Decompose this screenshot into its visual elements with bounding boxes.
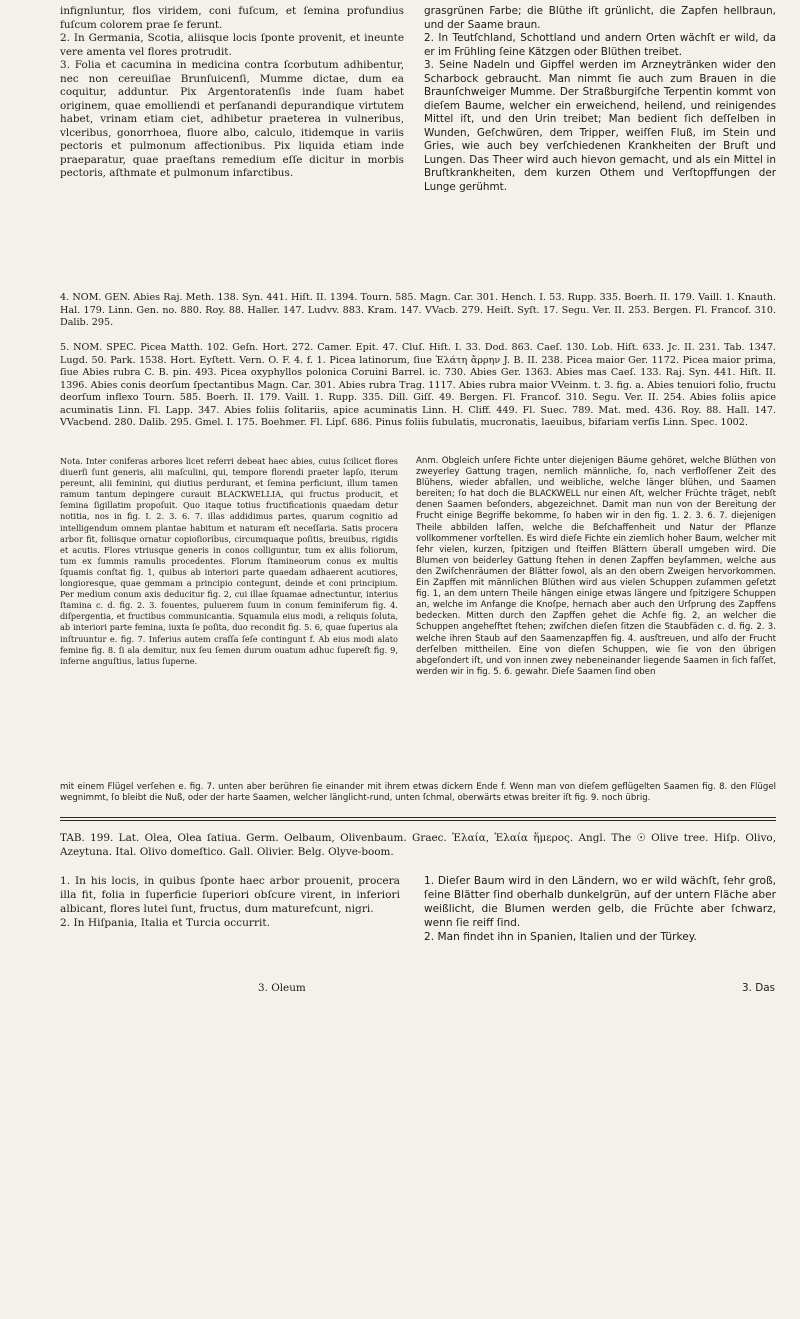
nom-gen-section bbox=[60, 292, 776, 330]
german-description-text: grasgrünen Farbe; die Blüthe iſt grünlicht, die Zapfen hellbraun, und der Saame braun. 2. In Teutſchland, Schottland und andern Orten wächſt er wild, da er im Frühling ſeine Kätzgen oder Blüthen treibet. 3. Seine Nadeln und Gipffel werden im Arzneytränken wider den Scharbock gebraucht. Man nimmt ſie auch zum Brauen in die Braunſchweiger Mumme. Der Straßburgiſche Terpentin kommt von dieſem Baume, welcher ein erweichend, heilend, und reinigendes Mittel iſt, und den Urin treibet; Man bedient ſich deſſelben in Wunden, Geſchwüren, dem Tripper, weiſſen Fluß, im Stein und Gries, wie auch bey verſchiedenen Krankheiten der Bruſt und Lungen. Das Theer wird auch hievon gemacht, und als ein Mittel in Bruſtkrankheiten, dem kurzen Othem und Verſtopffungen der Lunge gerühmt. bbox=[424, 5, 776, 193]
olive-latin-column bbox=[60, 874, 400, 934]
german-note-continuation bbox=[60, 782, 776, 804]
olive-tab-header bbox=[60, 832, 776, 859]
catchword-right: 3. Das bbox=[742, 982, 775, 994]
german-description-column bbox=[424, 5, 776, 194]
latin-note-text: Nota. Inter coniferas arbores licet referri debeat haec abies, cuius ſcilicet flores diuerſi ſunt generis, alii maſculini, qui, tempore florendi praeter lapſo, iterum pereunt, alii feminini, qui diutius perdurant, et ſemina perficiunt, illum tamen ramum tantum depingere curauit BLACKWELLIA, qui fructus producit, et ſemina ſigillatim propoſuit. Quo itaque totius fructificationis quaedam detur notitia, nos in fig. I. 2. 3. 6. 7. illas addidimus partes, quarum cognitio ad intelligendum omnem plantae habitum et naturam eſt neceſſaria. Satis procera arbor fit, foliisque ornatur copioſioribus, circumquaque poſitis, breuibus, rigidis et acutis. Flores vtriusque generis in conos colliguntur, tum ex aliis foliorum, tum ex ſummis ramulis procedentes. Florum ſtamineorum conus ex multis ſquamis conſtat fig. 1, quibus ab interiori parte quaedam adhaerent acutiores, longioresque, quae gemmam a principio contegunt, deinde et coni principium. Per medium conum axis deducitur fig. 2, cui illae ſquamae adnectuntur, interius ſtamina c. d. fig. 2. 3. fouentes, puluerem ſuum in conum feminiferum fig. 4. diſpergentia, et fructibus communicantia. Squamula eius modi, a reliquis ſoluta, ab interiori parte femina, iuxta ſe poſita, duo recondit fig. 5. 6, quae ſuperius ala inſtruuntur e. fig. 7. Inferius autem craſſa ſeſe contingunt f. Ab eius modi alato femine fig. 8. ſi ala demitur, nux ſeu ſemen durum ouatum adhuc ſupereſt fig. 9, inferne anguſtius, latius ſuperne. bbox=[60, 456, 398, 666]
latin-description-text: infignluntur, flos viridem, coni fuſcum, et ſemina profundius fuſcum colorem prae ſe ferunt. 2. In Germania, Scotia, aliisque locis ſponte provenit, et ineunte vere amenta vel flores protrudit. 3. Folia et cacumina in medicina contra ſcorbutum adhibentur, nec non cereuiſiae Brunſuicenſi, Mumme dictae, dum ea coquitur, adduntur. Pix Argentoratenſis inde ſuam habet originem, quae emolliendi et perſanandi depurandique virtutem habet, vrinam etiam ciet, adhibetur praeterea in vulneribus, vlceribus, gonorrhoea, fluore albo, calculo, itidemque in variis pectoris et pulmonum affectionibus. Pix liquida etiam inde praeparatur, quae praeſtans remedium eſſe dicitur in morbis pectoris, aſthmate et pulmonum infarctibus. bbox=[60, 5, 404, 179]
divider-rule bbox=[60, 820, 776, 821]
german-note-continuation-text: mit einem Flügel verſehen e. fig. 7. unten aber berühren ſie einander mit ihrem etwas dickern Ende f. Wenn man von dieſem geflügelten Saamen fig. 8. den Flügel wegnimmt, ſo bleibt die Nuß, oder der harte Saamen, welcher länglicht-rund, unten ſchmal, oberwärts etwas breiter iſt fig. 9. noch übrig. bbox=[60, 782, 776, 804]
olive-tab-header-text: TAB. 199. Lat. Olea, Olea ſatiua. Germ. Oelbaum, Olivenbaum. Graec. Ἐλαία, Ἐλαία ἥμερος. Angl. The ☉ Olive tree. Hiſp. Olivo, Azeytuna. Ital. Olivo domeſtico. Gall. Olivier. Belg. Olyve-boom. bbox=[60, 832, 776, 858]
german-note bbox=[416, 456, 776, 678]
divider-rule bbox=[60, 817, 776, 818]
nom-gen-text: 4. NOM. GEN. Abies Raj. Meth. 138. Syn. 441. Hiſt. II. 1394. Tourn. 585. Magn. Car. 301. Hench. I. 53. Rupp. 335. Boerh. II. 179. Vaill. 1. Knauth. Hal. 179. Linn. Gen. no. 880. Roy. 88. Haller. 147. Ludvv. 883. Kram. 147. VVacb. 279. Heiſt. Syſt. 17. Segu. Ver. II. 253. Bergen. Fl. Francof. 310. Dalib. 295. bbox=[60, 292, 776, 328]
latin-note bbox=[60, 456, 398, 667]
catchword-left: 3. Oleum bbox=[258, 982, 306, 994]
olive-german-text: 1. Dieſer Baum wird in den Ländern, wo er wild wächſt, ſehr groß, ſeine Blätter ſind oberhalb dunkelgrün, auf der untern Fläche aber weißlicht, die Blumen werden gelb, die Früchte aber ſchwarz, wenn ſie reiff ſind. 2. Man findet ihn in Spanien, Italien und der Türkey. bbox=[424, 875, 776, 943]
olive-latin-text: 1. In his locis, in quibus ſponte haec arbor prouenit, procera illa fit, folia in ſuperficie ſuperiori obſcure virent, in inferiori albicant, flores lutei ſunt, fructus, dum maturefcunt, nigri. 2. In Hiſpania, Italia et Turcia occurrit. bbox=[60, 875, 400, 929]
latin-description-column bbox=[60, 5, 404, 181]
nom-spec-section bbox=[60, 342, 776, 430]
nom-spec-text: 5. NOM. SPEC. Picea Matth. 102. Geſn. Hort. 272. Camer. Epit. 47. Cluſ. Hiſt. I. 33. Dod. 863. Caeſ. 130. Lob. Hiſt. 633. Jc. II. 231. Tab. 1347. Lugd. 50. Park. 1538. Hort. Eyſtett. Vern. O. F. 4. f. 1. Picea latinorum, ſiue Ἐλάτη ἄρρην J. B. II. 238. Picea maior Ger. 1172. Picea maior prima, ſiue Abies rubra C. B. pin. 493. Picea oxyphyllos polonica Coruini Barrel. ic. 730. Abies Ger. 1363. Abies mas Caeſ. 133. Raj. Syn. 441. Hiſt. II. 1396. Abies conis deorſum ſpectantibus Magn. Car. 301. Abies rubra Trag. 1117. Abies rubra maior VVeinm. t. 3. fig. a. Abies tenuiori folio, fructu deorſum inflexo Tourn. 585. Boerh. II. 179. Vaill. 1. Rupp. 335. Dill. Giſſ. 49. Bergen. Fl. Francof. 310. Segu. Ver. II. 254. Abies foliis apice acuminatis Linn. Fl. Lapp. 347. Abies foliis ſolitariis, apice acuminatis Linn. H. Cliff. 449. Fl. Suec. 789. Mat. med. 436. Roy. 88. Hall. 147. VVacbend. 280. Dalib. 295. Gmel. I. 175. Boehmer. Fl. Lipſ. 686. Pinus foliis ſubulatis, mucronatis, laeuibus, bifariam verſis Linn. Spec. 1002. bbox=[60, 342, 776, 428]
olive-german-column bbox=[424, 874, 776, 948]
german-note-text: Anm. Obgleich unſere Fichte unter diejenigen Bäume gehöret, welche Blüthen von zweyerley Gattung tragen, nemlich männliche, ſo, nach verfloſſener Zeit des Blühens, wieder abfallen, und weibliche, welche länger blühen, und Saamen bereiten; ſo hat doch die BLACKWELL nur einen Aſt, welcher Früchte träget, nebſt denen Saamen beſonders, abgezeichnet. Damit man nun von der Bereitung der Frucht einige Begriffe bekomme, ſo haben wir in den fig. 1. 2. 3. 6. 7. diejenigen Theile abbilden laſſen, welche die Beſchaffenheit und Natur der Pflanze vollkommener vorſtellen. Es wird dieſe Fichte ein ziemlich hoher Baum, welcher mit ſehr vielen, kurzen, ſpitzigen und ſteiffen Blättern überall umgeben wird. Die Blumen von beiderley Gattung ſtehen in denen Zapffen beyſammen, welche aus den Zwiſchenräumen der Blätter ſowol, als an den obern Zweigen hervorkommen. Ein Zapffen mit männlichen Blüthen wird aus vielen Schuppen zuſammen geſetzt fig. 1, an dem untern Theile hängen einige etwas längere und ſpitzigere Schuppen an, welche im Anfange die Knoſpe, hernach aber auch den Urſprung des Zapffens bedecken. Mitten durch den Zapffen gehet die Achſe fig. 2, an welcher die Schuppen angeheſftet ſtehen; zwiſchen dieſen ſitzen die Staubfäden c. d. fig. 2. 3. welche ihren Staub auf den Saamenzapffen fig. 4. ausſtreuen, und alſo der Frucht derſelben mittheilen. Eine von dieſen Schuppen, wie ſie von den übrigen abgeſondert iſt, und von innen zwey nebeneinander liegende Saamen in ſich faſſet, werden wir in fig. 5. 6. gewahr. Dieſe Saamen ſind oben bbox=[416, 456, 776, 677]
